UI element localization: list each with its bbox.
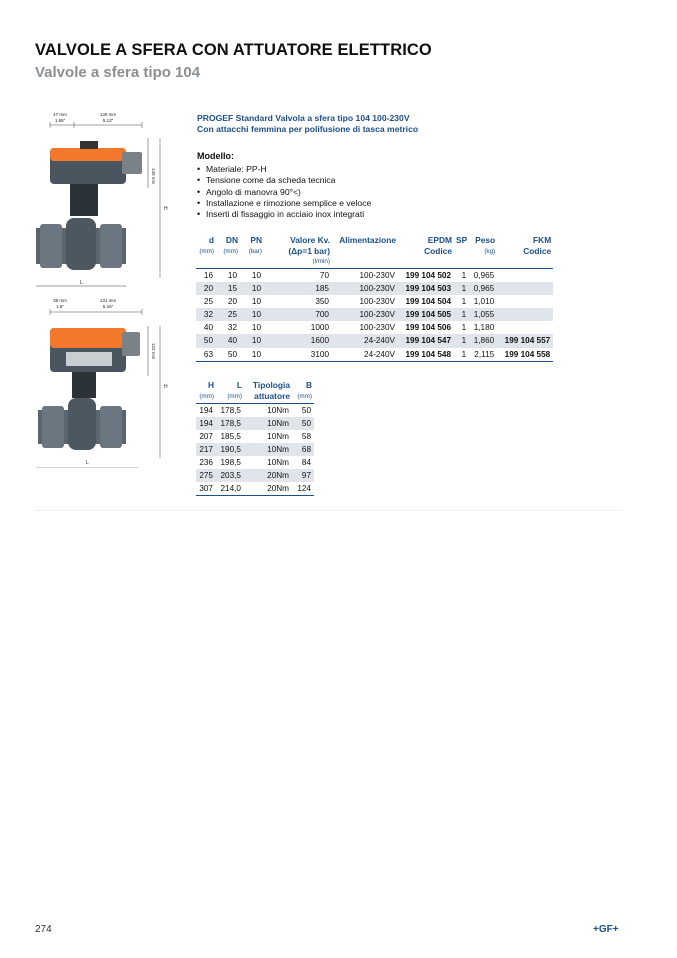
table-cell: 50 [301,405,311,415]
table-row [196,282,553,295]
table-cell: 214,0 [216,482,244,496]
dim-h-label: H [164,206,168,212]
table-cell: 199 104 558 [497,348,553,362]
table-row [196,308,553,321]
valve-spec-table [196,235,553,362]
table-cell: 63 [196,348,216,362]
col-header: EPDM Codice [398,235,454,269]
table-cell [497,295,553,308]
product-description [197,113,418,135]
col-header: d (mm) [196,235,216,269]
table-cell: 20Nm [244,482,292,496]
table-cell: 20 [227,297,237,307]
dim-h-label: H [164,384,168,390]
table-cell: 199 104 506 [405,323,451,333]
table-cell: 100-230V [332,308,398,321]
table-cell [497,321,553,334]
table-cell: 3100 [264,348,332,362]
table-cell: 10 [227,271,237,280]
page-subtitle: Valvole a sfera tipo 104 [35,64,201,81]
table-cell: 100-230V [359,297,395,307]
table-cell: 40 [203,323,213,333]
table-cell: 84 [301,457,311,467]
dim-label: 47 mm [53,112,67,117]
valve-drawing-top [36,112,168,286]
table-cell: 10Nm [267,457,289,467]
table-cell: 203,5 [216,469,244,482]
table-cell: 199 104 548 [398,348,454,362]
table-row [196,295,553,308]
col-header: Valore Kv. (Δp=1 bar) (l/min) [264,235,332,269]
list-item: • Tensione come da scheda tecnica [197,175,371,186]
dim-label: 123 mm [151,343,156,360]
page-title: VALVOLE A SFERA CON ATTUATORE ELETTRICO [35,41,432,59]
table-cell: 10 [240,282,264,295]
dim-label: 131 mm [99,298,117,303]
table-cell: 199 104 557 [497,334,553,347]
table-cell: 97 [292,469,314,482]
model-heading: Modello: [197,151,234,161]
table-cell: 1,010 [473,297,495,307]
table-cell: 178,5 [216,417,244,430]
table-row [196,430,314,443]
dim-label: 38 mm [53,298,67,303]
table-cell: 199 104 503 [398,282,454,295]
table-cell: 70 [319,271,329,280]
table-cell: 207 [199,431,213,441]
table-cell: 10 [251,297,261,307]
table-cell: 307 [196,482,216,496]
table-cell: 10Nm [244,417,292,430]
table-header-row [196,380,314,403]
col-header: B (mm) [292,380,314,403]
table-cell: 58 [301,431,311,441]
page-number: 274 [35,924,52,935]
table-cell: 32 [196,308,216,321]
table-cell: 100-230V [359,271,395,280]
list-item: • Installazione e rimozione semplice e veloce [197,198,371,209]
table-cell: 10 [240,308,264,321]
table-cell [497,269,553,283]
model-feature-list [197,164,371,220]
dim-l-label: L [86,460,89,466]
table-cell: 10 [240,334,264,347]
table-cell: 217 [196,443,216,456]
dim-label: 1.5" [56,304,64,309]
table-cell: 15 [216,282,240,295]
table-cell: 50 [216,348,240,362]
table-cell: 24-240V [332,348,398,362]
table-row [196,321,553,334]
table-cell: 199 104 547 [398,334,454,347]
col-header: SP [454,235,469,269]
col-header: FKM Codice [497,235,553,269]
table-cell: 1 [461,323,467,333]
table-cell: 275 [196,469,216,482]
table-row [196,482,314,496]
table-row [196,269,553,283]
table-cell: 10Nm [244,443,292,456]
table-cell: 199 104 502 [405,271,451,280]
table-cell [497,308,553,321]
table-cell: 2,115 [469,348,497,362]
table-cell: 1 [461,297,467,307]
table-cell: 1,860 [469,334,497,347]
dim-label: 130 mm [99,112,117,117]
table-cell: 24-240V [332,334,398,347]
table-cell: 20Nm [244,469,292,482]
table-cell: 194 [196,417,216,430]
table-row [196,417,314,430]
col-header: PN (bar) [240,235,264,269]
table-cell: 25 [216,308,240,321]
table-row [196,403,314,417]
table-cell: 1600 [264,334,332,347]
table-row [196,334,553,347]
table-cell: 25 [203,297,213,307]
table-row [196,469,314,482]
table-header-row [196,235,553,269]
dim-label: 5.12" [102,118,114,123]
table-cell: 100-230V [359,323,395,333]
table-cell: 0,965 [473,271,495,280]
col-header: DN (mm) [216,235,240,269]
product-line: Con attacchi femmina per polifusione di tasca metrico [197,124,419,134]
table-cell: 1000 [310,323,329,333]
table-cell: 700 [264,308,332,321]
table-cell: 16 [203,271,213,280]
col-header: L (mm) [216,380,244,403]
list-item: • Angolo di manovra 90°<) [197,187,371,198]
table-cell [497,282,553,295]
table-cell: 178,5 [220,405,241,415]
list-item: • Materiale: PP-H [197,164,371,175]
table-cell: 0,965 [469,282,497,295]
col-header: Tipologia attuatore [244,380,292,403]
table-cell: 68 [292,443,314,456]
product-line: PROGEF Standard Valvola a sfera tipo 104 100-230V [197,113,410,123]
table-cell: 1 [454,334,469,347]
gf-logo: +GF+ [593,924,619,935]
table-cell: 194 [199,405,213,415]
table-cell: 50 [196,334,216,347]
col-header: Alimentazione [332,235,398,269]
table-cell: 198,5 [220,457,241,467]
col-header: H (mm) [196,380,216,403]
table-cell: 100-230V [332,282,398,295]
table-cell: 1,180 [473,323,495,333]
table-cell: 199 104 504 [405,297,451,307]
table-cell: 10Nm [267,405,289,415]
table-cell: 10Nm [267,431,289,441]
table-cell: 185 [264,282,332,295]
table-row [196,443,314,456]
table-cell: 10 [251,323,261,333]
table-cell: 1 [461,271,467,280]
table-row [196,348,553,362]
table-cell: 1 [454,282,469,295]
list-item: • Inserti di fissaggio in acciaio inox integrati [197,209,371,220]
table-cell: 199 104 505 [398,308,454,321]
valve-drawings [30,108,190,468]
dimension-table [196,380,314,496]
table-cell: 190,5 [216,443,244,456]
table-cell: 32 [227,323,237,333]
col-header: Peso (kg) [469,235,497,269]
table-cell: 236 [199,457,213,467]
table-cell: 40 [216,334,240,347]
dim-l-label: L [80,280,83,286]
table-row [196,456,314,469]
valve-drawing-bottom [36,298,168,468]
table-cell: 124 [292,482,314,496]
table-cell: 1 [454,308,469,321]
table-cell: 1,055 [469,308,497,321]
table-cell: 1 [454,348,469,362]
table-cell: 50 [292,417,314,430]
table-cell: 350 [315,297,329,307]
divider [35,510,623,511]
table-cell: 10 [251,271,261,280]
dim-label: 149 mm [151,168,156,185]
dim-label: 1.85" [54,118,66,123]
table-cell: 20 [196,282,216,295]
table-cell: 185,5 [220,431,241,441]
dim-label: 5.16" [102,304,114,309]
table-cell: 10 [240,348,264,362]
